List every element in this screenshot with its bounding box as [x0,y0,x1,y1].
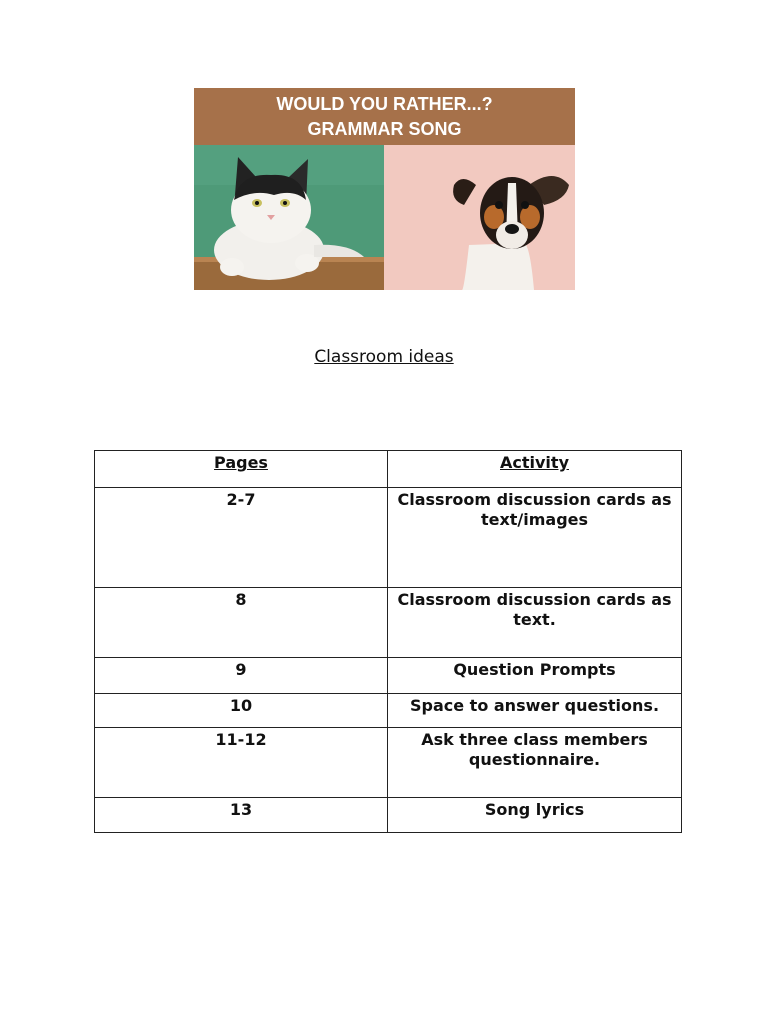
title-banner-image [194,88,575,290]
dog-photo [384,145,575,290]
table-row [95,798,682,833]
table-row [95,588,682,658]
banner-title [194,88,575,145]
banner-title-line-1: WOULD YOU RATHER...? [276,94,493,114]
activity-cell: Classroom discussion cards as text. [388,588,682,658]
pages-cell: 11-12 [95,728,388,798]
activity-cell: Question Prompts [388,658,682,694]
banner-title-line-2: GRAMMAR SONG [307,119,462,139]
pages-cell: 10 [95,694,388,728]
pages-cell: 2-7 [95,488,388,588]
table-row [95,658,682,694]
activity-cell: Space to answer questions. [388,694,682,728]
pages-cell: 9 [95,658,388,694]
activity-cell: Song lyrics [388,798,682,833]
table-row [95,694,682,728]
activities-table [94,450,682,833]
table-row [95,488,682,588]
table-row [95,728,682,798]
pages-cell: 13 [95,798,388,833]
column-header-pages: Pages [95,451,388,488]
activity-cell: Ask three class members questionnaire. [388,728,682,798]
table-header-row [95,451,682,488]
column-header-activity: Activity [388,451,682,488]
page-heading: Classroom ideas [314,347,454,367]
activity-cell: Classroom discussion cards as text/images [388,488,682,588]
cat-photo [194,145,384,290]
pages-cell: 8 [95,588,388,658]
